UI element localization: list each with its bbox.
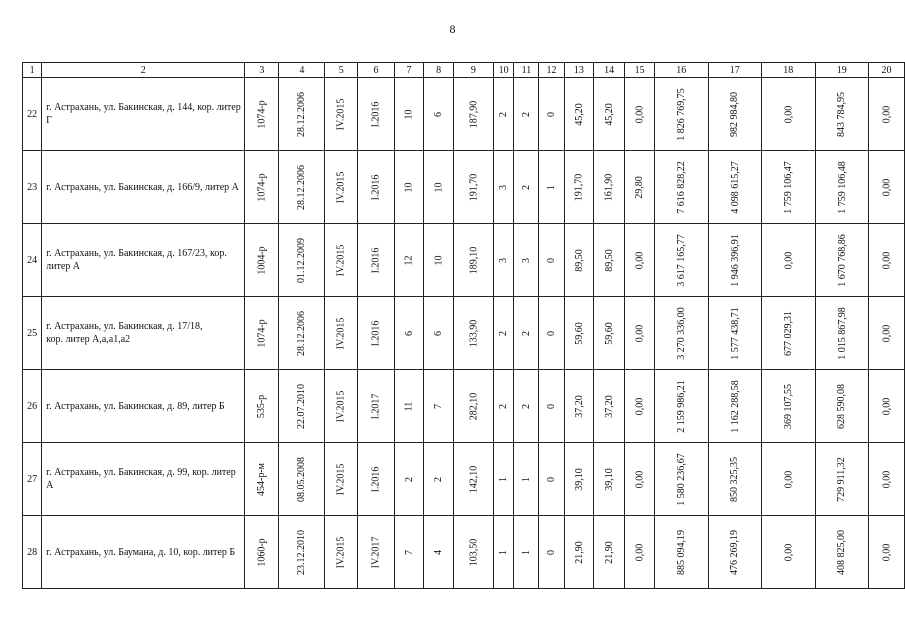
column-number-9: 9 bbox=[453, 63, 493, 78]
cell-value: 4 098 615,27 bbox=[729, 160, 741, 214]
table-cell-col-18 bbox=[762, 78, 816, 151]
cell-value: 01.12.2009 bbox=[296, 237, 308, 283]
table-row bbox=[23, 151, 905, 224]
table-cell-col-13 bbox=[564, 516, 594, 589]
table-cell-col-17 bbox=[708, 78, 762, 151]
cell-value: 21,90 bbox=[603, 540, 615, 564]
cell-value: 59,60 bbox=[573, 321, 585, 345]
table-row bbox=[23, 516, 905, 589]
table-cell-col-10 bbox=[493, 78, 514, 151]
table-cell-col-15 bbox=[625, 443, 655, 516]
cell-value: 28.12.2006 bbox=[296, 310, 308, 356]
table-cell-col-2: г. Астрахань, ул. Бакинская, д. 17/18, кор. литер А,а,а1,а2 bbox=[42, 297, 245, 370]
cell-value: 0 bbox=[545, 111, 557, 117]
table-cell-col-12 bbox=[539, 224, 564, 297]
cell-value: IV.2015 bbox=[335, 390, 347, 422]
cell-value: 0,00 bbox=[881, 251, 892, 269]
cell-value: 408 825,00 bbox=[836, 529, 848, 575]
cell-value: 1074-р bbox=[256, 99, 268, 129]
table-cell-col-3 bbox=[245, 370, 279, 443]
cell-value: 22.07.2010 bbox=[296, 383, 308, 429]
cell-value: 10 bbox=[403, 109, 415, 119]
cell-value: 1 015 867,98 bbox=[836, 306, 848, 360]
cell-value: 3 270 336,00 bbox=[675, 306, 687, 360]
column-number-17: 17 bbox=[708, 63, 762, 78]
table-cell-col-8 bbox=[424, 516, 454, 589]
table-cell-col-13 bbox=[564, 224, 594, 297]
cell-value: 2 bbox=[498, 111, 510, 117]
column-number-15: 15 bbox=[625, 63, 655, 78]
cell-value: 3 bbox=[498, 184, 510, 190]
cell-value: 1 162 288,58 bbox=[729, 379, 741, 433]
table-row bbox=[23, 297, 905, 370]
cell-value: 142,10 bbox=[467, 465, 479, 493]
column-number-12: 12 bbox=[539, 63, 564, 78]
table-cell-col-16 bbox=[655, 78, 709, 151]
table-cell-col-3 bbox=[245, 443, 279, 516]
table-cell-col-1: 27 bbox=[23, 443, 42, 516]
register-table bbox=[22, 62, 905, 589]
table-cell-col-14 bbox=[594, 297, 625, 370]
cell-value: 476 269,19 bbox=[729, 529, 741, 575]
table-cell-col-8 bbox=[424, 151, 454, 224]
column-number-20: 20 bbox=[869, 63, 905, 78]
cell-value: 2 bbox=[520, 330, 532, 336]
cell-value: 885 094,19 bbox=[675, 529, 687, 575]
table-cell-col-12 bbox=[539, 151, 564, 224]
table-cell-col-20 bbox=[869, 370, 905, 443]
cell-value: 0 bbox=[545, 257, 557, 263]
cell-value: 2 bbox=[433, 476, 445, 482]
column-number-3: 3 bbox=[245, 63, 279, 78]
table-cell-col-4 bbox=[279, 78, 325, 151]
table-cell-col-11 bbox=[514, 297, 539, 370]
table-cell-col-20 bbox=[869, 443, 905, 516]
cell-value: 4 bbox=[433, 549, 445, 555]
table-cell-col-7 bbox=[394, 370, 424, 443]
table-cell-col-17 bbox=[708, 516, 762, 589]
table-cell-col-5 bbox=[325, 516, 358, 589]
table-cell-col-18 bbox=[762, 151, 816, 224]
cell-value: 08.05.2008 bbox=[296, 456, 308, 502]
table-cell-col-4 bbox=[279, 297, 325, 370]
cell-value: 7 616 828,22 bbox=[675, 160, 687, 214]
table-cell-col-5 bbox=[325, 224, 358, 297]
column-number-row bbox=[23, 63, 905, 78]
table-cell-col-2: г. Астрахань, ул. Бакинская, д. 167/23, кор. литер А bbox=[42, 224, 245, 297]
cell-value: 0,00 bbox=[881, 178, 892, 196]
cell-value: 535-р bbox=[256, 394, 268, 418]
cell-value: 7 bbox=[403, 549, 415, 555]
table-cell-col-1: 26 bbox=[23, 370, 42, 443]
table-cell-col-14 bbox=[594, 151, 625, 224]
cell-value: 0,00 bbox=[881, 324, 892, 342]
table-cell-col-4 bbox=[279, 370, 325, 443]
table-cell-col-12 bbox=[539, 297, 564, 370]
table-cell-col-5 bbox=[325, 443, 358, 516]
cell-value: 0,00 bbox=[634, 543, 646, 561]
cell-value: IV.2015 bbox=[335, 244, 347, 276]
table-cell-col-2: г. Астрахань, ул. Бакинская, д. 99, кор. литер А bbox=[42, 443, 245, 516]
table-cell-col-16 bbox=[655, 443, 709, 516]
table-cell-col-12 bbox=[539, 78, 564, 151]
cell-value: 0,00 bbox=[782, 470, 794, 488]
cell-value: I.2016 bbox=[370, 320, 382, 346]
table-cell-col-10 bbox=[493, 297, 514, 370]
table-cell-col-17 bbox=[708, 224, 762, 297]
cell-value: 6 bbox=[433, 330, 445, 336]
table-cell-col-18 bbox=[762, 370, 816, 443]
table-cell-col-13 bbox=[564, 370, 594, 443]
cell-value: 133,90 bbox=[467, 319, 479, 347]
table-cell-col-8 bbox=[424, 297, 454, 370]
column-number-4: 4 bbox=[279, 63, 325, 78]
cell-value: 0,00 bbox=[634, 324, 646, 342]
table-cell-col-18 bbox=[762, 224, 816, 297]
table-cell-col-11 bbox=[514, 516, 539, 589]
table-cell-col-15 bbox=[625, 297, 655, 370]
cell-value: 1 bbox=[545, 184, 557, 190]
table-cell-col-14 bbox=[594, 78, 625, 151]
cell-value: 1 577 438,71 bbox=[729, 306, 741, 360]
table-cell-col-3 bbox=[245, 224, 279, 297]
table-cell-col-14 bbox=[594, 370, 625, 443]
cell-value: 59,60 bbox=[603, 321, 615, 345]
table-cell-col-7 bbox=[394, 224, 424, 297]
cell-value: 1 946 396,91 bbox=[729, 233, 741, 287]
table-cell-col-19 bbox=[815, 443, 869, 516]
table-cell-col-6 bbox=[358, 516, 395, 589]
table-cell-col-9 bbox=[453, 516, 493, 589]
table-cell-col-7 bbox=[394, 78, 424, 151]
table-cell-col-19 bbox=[815, 297, 869, 370]
table-cell-col-19 bbox=[815, 370, 869, 443]
cell-value: 2 bbox=[498, 330, 510, 336]
table-cell-col-6 bbox=[358, 224, 395, 297]
cell-value: I.2016 bbox=[370, 174, 382, 200]
cell-value: 0,00 bbox=[782, 105, 794, 123]
cell-value: 10 bbox=[433, 182, 445, 192]
table-cell-col-2: г. Астрахань, ул. Бакинская, д. 144, кор. литер Г bbox=[42, 78, 245, 151]
table-cell-col-13 bbox=[564, 78, 594, 151]
table-cell-col-3 bbox=[245, 151, 279, 224]
cell-value: 6 bbox=[403, 330, 415, 336]
table-cell-col-14 bbox=[594, 443, 625, 516]
cell-value: 28.12.2006 bbox=[296, 91, 308, 137]
column-number-2: 2 bbox=[42, 63, 245, 78]
cell-value: 1 759 106,48 bbox=[836, 160, 848, 214]
cell-value: 89,50 bbox=[603, 248, 615, 272]
table-cell-col-19 bbox=[815, 224, 869, 297]
cell-value: 1 580 236,67 bbox=[675, 452, 687, 506]
cell-value: 0,00 bbox=[782, 543, 794, 561]
cell-value: 2 bbox=[498, 403, 510, 409]
cell-value: 1060-р bbox=[256, 537, 268, 567]
cell-value: 0,00 bbox=[782, 251, 794, 269]
table-cell-col-12 bbox=[539, 516, 564, 589]
table-cell-col-6 bbox=[358, 370, 395, 443]
table-cell-col-5 bbox=[325, 78, 358, 151]
cell-value: 0 bbox=[545, 476, 557, 482]
table-cell-col-15 bbox=[625, 78, 655, 151]
cell-value: 3 617 165,77 bbox=[675, 233, 687, 287]
cell-value: 0,00 bbox=[634, 397, 646, 415]
table-cell-col-13 bbox=[564, 297, 594, 370]
cell-value: 0 bbox=[545, 330, 557, 336]
column-number-7: 7 bbox=[394, 63, 424, 78]
cell-value: 6 bbox=[433, 111, 445, 117]
cell-value: 3 bbox=[498, 257, 510, 263]
table-cell-col-9 bbox=[453, 224, 493, 297]
cell-value: I.2016 bbox=[370, 247, 382, 273]
cell-value: 1 670 768,86 bbox=[836, 233, 848, 287]
table-cell-col-4 bbox=[279, 224, 325, 297]
table-cell-col-17 bbox=[708, 297, 762, 370]
table-cell-col-8 bbox=[424, 370, 454, 443]
table-cell-col-20 bbox=[869, 224, 905, 297]
table-cell-col-4 bbox=[279, 443, 325, 516]
table-cell-col-15 bbox=[625, 151, 655, 224]
cell-value: 1074-р bbox=[256, 318, 268, 348]
table-cell-col-19 bbox=[815, 516, 869, 589]
cell-value: 454-р-м bbox=[256, 462, 268, 496]
column-number-19: 19 bbox=[815, 63, 869, 78]
cell-value: 89,50 bbox=[573, 248, 585, 272]
table-cell-col-20 bbox=[869, 297, 905, 370]
table-cell-col-1: 22 bbox=[23, 78, 42, 151]
table-cell-col-11 bbox=[514, 224, 539, 297]
cell-value: 23.12.2010 bbox=[296, 529, 308, 575]
cell-value: 0 bbox=[545, 403, 557, 409]
cell-value: 1 826 769,75 bbox=[675, 87, 687, 141]
cell-value: 2 159 986,21 bbox=[675, 379, 687, 433]
table-cell-col-7 bbox=[394, 297, 424, 370]
table-row bbox=[23, 224, 905, 297]
table-cell-col-15 bbox=[625, 224, 655, 297]
column-number-6: 6 bbox=[358, 63, 395, 78]
table-cell-col-16 bbox=[655, 224, 709, 297]
table-cell-col-18 bbox=[762, 516, 816, 589]
cell-value: 0,00 bbox=[881, 397, 892, 415]
table-cell-col-15 bbox=[625, 370, 655, 443]
cell-value: IV.2015 bbox=[335, 536, 347, 568]
table-cell-col-12 bbox=[539, 370, 564, 443]
cell-value: 0,00 bbox=[634, 470, 646, 488]
table-cell-col-7 bbox=[394, 443, 424, 516]
column-number-18: 18 bbox=[762, 63, 816, 78]
cell-value: 28.12.2006 bbox=[296, 164, 308, 210]
table-cell-col-15 bbox=[625, 516, 655, 589]
cell-value: 11 bbox=[403, 401, 415, 411]
table-cell-col-9 bbox=[453, 370, 493, 443]
cell-value: 161,90 bbox=[603, 173, 615, 201]
table-cell-col-16 bbox=[655, 151, 709, 224]
cell-value: I.2016 bbox=[370, 466, 382, 492]
table-cell-col-3 bbox=[245, 516, 279, 589]
cell-value: 1074-р bbox=[256, 172, 268, 202]
table-cell-col-20 bbox=[869, 516, 905, 589]
cell-value: 191,70 bbox=[467, 173, 479, 201]
cell-value: 0,00 bbox=[881, 105, 892, 123]
table-cell-col-5 bbox=[325, 370, 358, 443]
cell-value: 0 bbox=[545, 549, 557, 555]
table-cell-col-9 bbox=[453, 78, 493, 151]
table-cell-col-11 bbox=[514, 370, 539, 443]
cell-value: 677 029,31 bbox=[782, 310, 794, 356]
table-cell-col-8 bbox=[424, 78, 454, 151]
column-number-10: 10 bbox=[493, 63, 514, 78]
table-cell-col-16 bbox=[655, 297, 709, 370]
table-cell-col-4 bbox=[279, 516, 325, 589]
table-cell-col-3 bbox=[245, 297, 279, 370]
table-cell-col-7 bbox=[394, 516, 424, 589]
table-cell-col-10 bbox=[493, 151, 514, 224]
cell-value: 369 107,55 bbox=[782, 383, 794, 429]
cell-value: 1 bbox=[520, 476, 532, 482]
table-cell-col-16 bbox=[655, 516, 709, 589]
cell-value: I.2017 bbox=[370, 393, 382, 419]
table-cell-col-2: г. Астрахань, ул. Баумана, д. 10, кор. литер Б bbox=[42, 516, 245, 589]
table-cell-col-14 bbox=[594, 224, 625, 297]
cell-value: 843 784,95 bbox=[836, 91, 848, 137]
table-cell-col-8 bbox=[424, 224, 454, 297]
cell-value: 282,10 bbox=[467, 392, 479, 420]
table-row bbox=[23, 443, 905, 516]
column-number-1: 1 bbox=[23, 63, 42, 78]
cell-value: 21,90 bbox=[573, 540, 585, 564]
column-number-11: 11 bbox=[514, 63, 539, 78]
table-cell-col-2: г. Астрахань, ул. Бакинская, д. 166/9, литер А bbox=[42, 151, 245, 224]
cell-value: 39,10 bbox=[573, 467, 585, 491]
table-cell-col-10 bbox=[493, 443, 514, 516]
cell-value: 189,10 bbox=[467, 246, 479, 274]
table-cell-col-1: 24 bbox=[23, 224, 42, 297]
cell-value: IV.2015 bbox=[335, 98, 347, 130]
page-number: 8 bbox=[449, 22, 456, 36]
cell-value: 45,20 bbox=[603, 102, 615, 126]
table-cell-col-19 bbox=[815, 78, 869, 151]
cell-value: 2 bbox=[520, 184, 532, 190]
table-cell-col-7 bbox=[394, 151, 424, 224]
cell-value: 982 984,80 bbox=[729, 91, 741, 137]
cell-value: 1004-р bbox=[256, 245, 268, 275]
table-cell-col-11 bbox=[514, 151, 539, 224]
table-cell-col-13 bbox=[564, 151, 594, 224]
table-cell-col-5 bbox=[325, 151, 358, 224]
cell-value: 1 bbox=[498, 549, 510, 555]
cell-value: 187,90 bbox=[467, 100, 479, 128]
cell-value: 628 590,08 bbox=[836, 383, 848, 429]
table-cell-col-1: 23 bbox=[23, 151, 42, 224]
cell-value: 2 bbox=[520, 403, 532, 409]
table-cell-col-12 bbox=[539, 443, 564, 516]
cell-value: 191,70 bbox=[573, 173, 585, 201]
table-cell-col-11 bbox=[514, 78, 539, 151]
cell-value: 1 bbox=[520, 549, 532, 555]
table-cell-col-17 bbox=[708, 443, 762, 516]
cell-value: 1 759 106,47 bbox=[782, 160, 794, 214]
table-cell-col-19 bbox=[815, 151, 869, 224]
cell-value: 12 bbox=[403, 255, 415, 265]
table-cell-col-6 bbox=[358, 151, 395, 224]
cell-value: 2 bbox=[520, 111, 532, 117]
table-cell-col-13 bbox=[564, 443, 594, 516]
table-cell-col-16 bbox=[655, 370, 709, 443]
cell-value: 0,00 bbox=[881, 470, 892, 488]
table-cell-col-6 bbox=[358, 443, 395, 516]
table-cell-col-9 bbox=[453, 443, 493, 516]
cell-value: 39,10 bbox=[603, 467, 615, 491]
table-cell-col-8 bbox=[424, 443, 454, 516]
table-cell-col-5 bbox=[325, 297, 358, 370]
table-cell-col-1: 25 bbox=[23, 297, 42, 370]
cell-value: 10 bbox=[433, 255, 445, 265]
cell-value: 37,20 bbox=[603, 394, 615, 418]
table-cell-col-10 bbox=[493, 516, 514, 589]
table-cell-col-10 bbox=[493, 224, 514, 297]
cell-value: 45,20 bbox=[573, 102, 585, 126]
cell-value: 7 bbox=[433, 403, 445, 409]
table-cell-col-11 bbox=[514, 443, 539, 516]
cell-value: IV.2015 bbox=[335, 171, 347, 203]
column-number-14: 14 bbox=[594, 63, 625, 78]
table-cell-col-17 bbox=[708, 370, 762, 443]
cell-value: 3 bbox=[520, 257, 532, 263]
cell-value: 2 bbox=[403, 476, 415, 482]
column-number-13: 13 bbox=[564, 63, 594, 78]
table-cell-col-4 bbox=[279, 151, 325, 224]
cell-value: 10 bbox=[403, 182, 415, 192]
cell-value: 850 325,35 bbox=[729, 456, 741, 502]
column-number-8: 8 bbox=[424, 63, 454, 78]
table-cell-col-6 bbox=[358, 78, 395, 151]
cell-value: IV.2015 bbox=[335, 463, 347, 495]
table-cell-col-18 bbox=[762, 297, 816, 370]
table-cell-col-9 bbox=[453, 297, 493, 370]
cell-value: IV.2015 bbox=[335, 317, 347, 349]
cell-value: 0,00 bbox=[881, 543, 892, 561]
cell-value: I.2016 bbox=[370, 101, 382, 127]
table-cell-col-17 bbox=[708, 151, 762, 224]
table-cell-col-3 bbox=[245, 78, 279, 151]
table-cell-col-10 bbox=[493, 370, 514, 443]
table-cell-col-1: 28 bbox=[23, 516, 42, 589]
cell-value: 0,00 bbox=[634, 105, 646, 123]
cell-value: 103,50 bbox=[467, 538, 479, 566]
cell-value: 37,20 bbox=[573, 394, 585, 418]
table-cell-col-9 bbox=[453, 151, 493, 224]
table-row bbox=[23, 78, 905, 151]
cell-value: 1 bbox=[498, 476, 510, 482]
table-cell-col-2: г. Астрахань, ул. Бакинская, д. 89, литер Б bbox=[42, 370, 245, 443]
cell-value: IV.2017 bbox=[370, 536, 382, 568]
table-cell-col-6 bbox=[358, 297, 395, 370]
table-cell-col-20 bbox=[869, 151, 905, 224]
column-number-16: 16 bbox=[655, 63, 709, 78]
column-number-5: 5 bbox=[325, 63, 358, 78]
table-cell-col-20 bbox=[869, 78, 905, 151]
cell-value: 729 911,32 bbox=[836, 456, 848, 502]
table-row bbox=[23, 370, 905, 443]
cell-value: 29,80 bbox=[634, 175, 646, 199]
cell-value: 0,00 bbox=[634, 251, 646, 269]
table-cell-col-18 bbox=[762, 443, 816, 516]
table-cell-col-14 bbox=[594, 516, 625, 589]
